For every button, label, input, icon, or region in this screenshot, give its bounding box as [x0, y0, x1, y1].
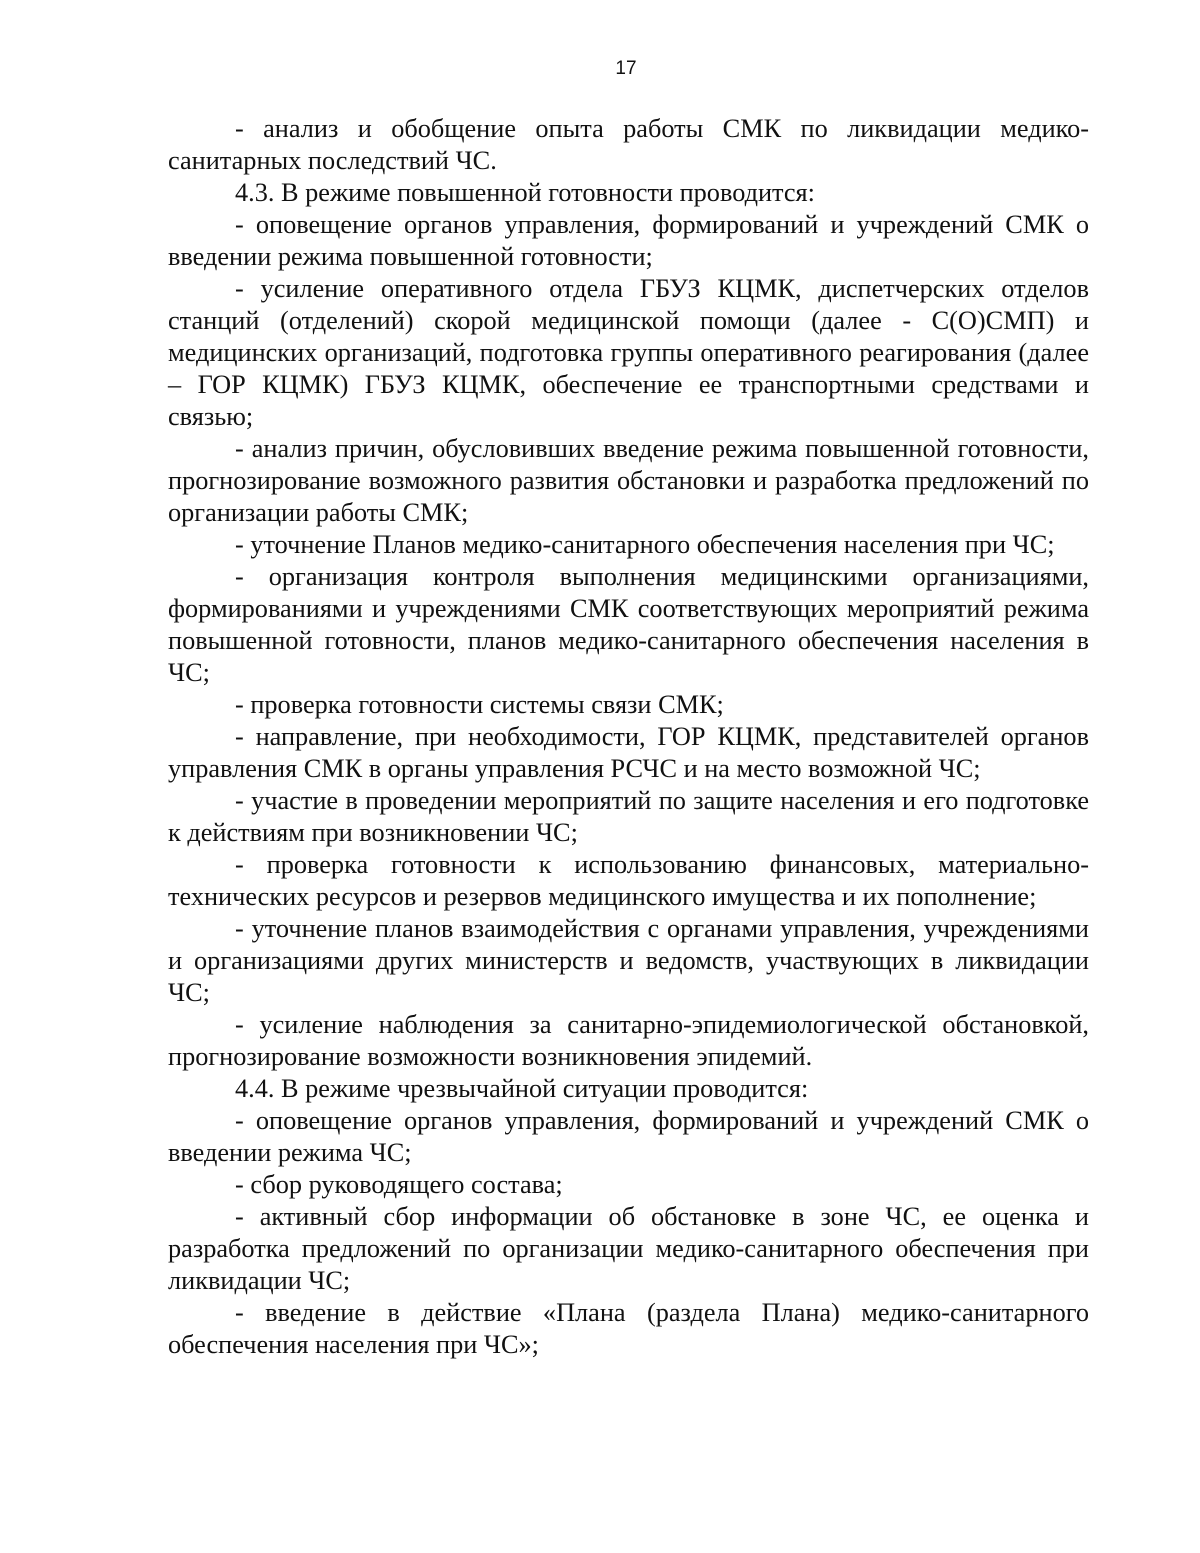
paragraph-12: - уточнение планов взаимодействия с органами управления, учреждениями и организациями других министерств и ведомств, участвующих в ликвидации ЧС; [168, 914, 1089, 1007]
paragraph-7: - организация контроля выполнения медицинскими организациями, формированиями и учреждениями СМК соответствующих мероприятий режима повышенной готовности, планов медико-санитарного обеспечения населения в ЧС; [168, 562, 1089, 687]
paragraph-16: - сбор руководящего состава; [235, 1170, 563, 1199]
paragraph-9: - направление, при необходимости, ГОР КЦМК, представителей органов управления СМК в органы управления РСЧС и на место возможной ЧС; [168, 722, 1089, 783]
section-heading-4-3: 4.3. В режиме повышенной готовности проводится: [235, 178, 815, 207]
paragraph-8: - проверка готовности системы связи СМК; [235, 690, 724, 719]
page-number: 17 [615, 58, 637, 79]
paragraph-11: - проверка готовности к использованию финансовых, материально-технических ресурсов и резервов медицинского имущества и их пополнение; [168, 850, 1089, 911]
paragraph-15: - оповещение органов управления, формирований и учреждений СМК о введении режима ЧС; [168, 1106, 1089, 1167]
section-heading-4-4: 4.4. В режиме чрезвычайной ситуации проводится: [235, 1074, 809, 1103]
document-body [168, 113, 1089, 1361]
paragraph-6: - уточнение Планов медико-санитарного обеспечения населения при ЧС; [235, 530, 1055, 559]
paragraph-5: - анализ причин, обусловивших введение режима повышенной готовности, прогнозирование возможного развития обстановки и разработка предложений по организации работы СМК; [168, 434, 1089, 527]
paragraph-13: - усиление наблюдения за санитарно-эпидемиологической обстановкой, прогнозирование возможности возникновения эпидемий. [168, 1010, 1089, 1071]
paragraph-17: - активный сбор информации об обстановке в зоне ЧС, ее оценка и разработка предложений по организации медико-санитарного обеспечения при ликвидации ЧС; [168, 1202, 1089, 1295]
paragraph-4: - усиление оперативного отдела ГБУЗ КЦМК, диспетчерских отделов станций (отделений) скорой медицинской помощи (далее - С(О)СМП) и медицинских организаций, подготовка группы оперативного реагирования (далее – ГОР КЦМК) ГБУЗ КЦМК, обеспечение ее транспортными средствами и связью; [168, 274, 1089, 431]
paragraph-3: - оповещение органов управления, формирований и учреждений СМК о введении режима повышенной готовности; [168, 210, 1089, 271]
paragraph-10: - участие в проведении мероприятий по защите населения и его подготовке к действиям при возникновении ЧС; [168, 786, 1089, 847]
paragraph-1: - анализ и обобщение опыта работы СМК по ликвидации медико-санитарных последствий ЧС. [168, 114, 1089, 175]
paragraph-18: - введение в действие «Плана (раздела Плана) медико-санитарного обеспечения населения при ЧС»; [168, 1298, 1089, 1359]
